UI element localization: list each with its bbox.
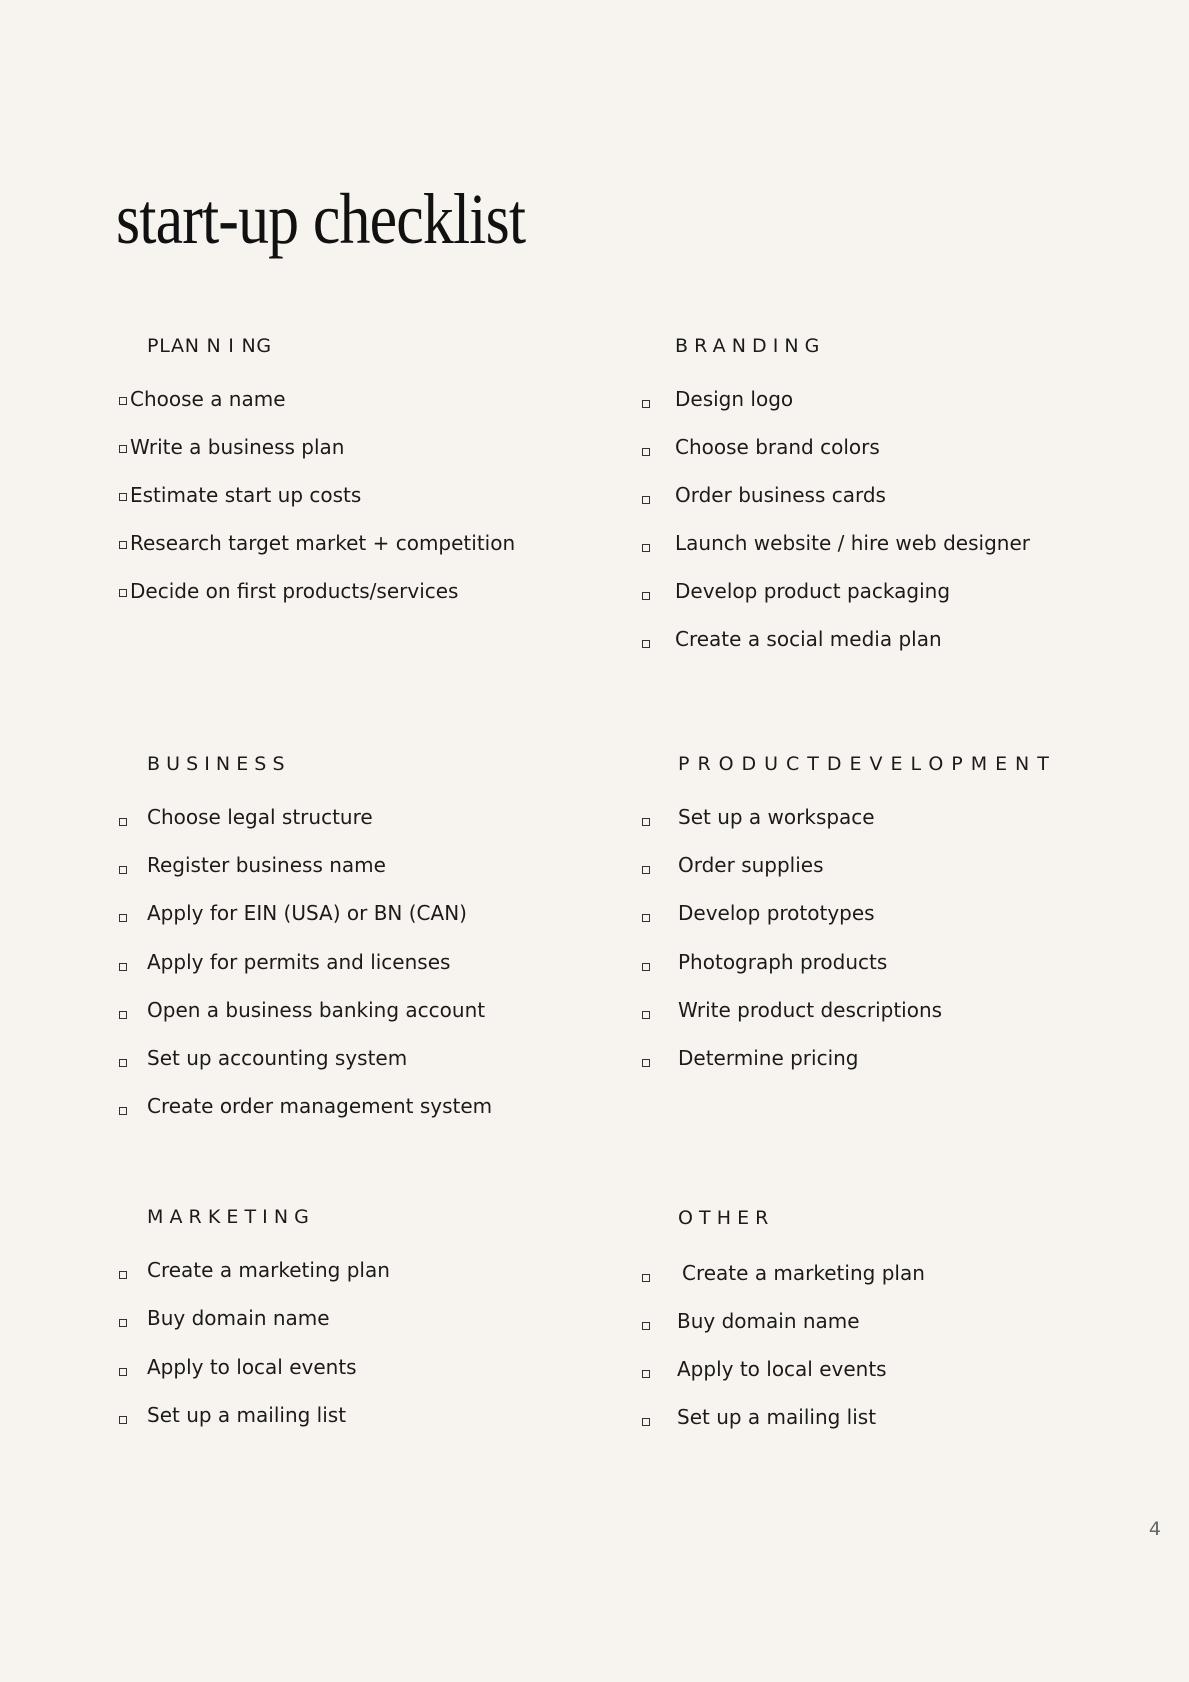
checklist-item-label: Apply for permits and licenses <box>147 950 451 974</box>
checklist-item-label: Create a marketing plan <box>147 1258 390 1282</box>
page-title: start-up checklist <box>116 179 526 259</box>
checkbox-icon[interactable] <box>119 1107 127 1115</box>
checkbox-icon[interactable] <box>119 866 127 874</box>
checkbox-icon[interactable] <box>642 592 650 600</box>
checkbox-icon[interactable] <box>119 445 127 453</box>
section-heading-other: OTHER <box>678 1207 775 1229</box>
checkbox-icon[interactable] <box>642 914 650 922</box>
checkbox-icon[interactable] <box>119 1416 127 1424</box>
checkbox-icon[interactable] <box>642 1059 650 1067</box>
checklist-item-label: Order business cards <box>675 483 886 507</box>
checklist-item-label: Decide on first products/services <box>130 579 459 603</box>
section-heading-planning: PLAN N I NG <box>147 335 272 357</box>
checkbox-icon[interactable] <box>642 1274 650 1282</box>
checklist-item-label: Apply to local events <box>677 1357 887 1381</box>
section-heading-marketing: MARKETING <box>147 1206 315 1228</box>
checkbox-icon[interactable] <box>119 1319 127 1327</box>
checkbox-icon[interactable] <box>119 1271 127 1279</box>
checklist-item-label: Set up a mailing list <box>147 1403 347 1427</box>
checkbox-icon[interactable] <box>119 397 127 405</box>
checklist-item-label: Choose a name <box>130 387 286 411</box>
checklist-item-label: Open a business banking account <box>147 998 486 1022</box>
checkbox-icon[interactable] <box>119 1059 127 1067</box>
checkbox-icon[interactable] <box>642 1370 650 1378</box>
checklist-item-label: Choose legal structure <box>147 805 373 829</box>
checklist-item-label: Write product descriptions <box>678 998 943 1022</box>
checklist-item-label: Launch website / hire web designer <box>675 531 1030 555</box>
checklist-item-label: Choose brand colors <box>675 435 880 459</box>
section-heading-branding: BRANDING <box>675 335 826 357</box>
checklist-item-label: Determine pricing <box>678 1046 859 1070</box>
checkbox-icon[interactable] <box>119 818 127 826</box>
section-heading-business: BUSINESS <box>147 753 291 775</box>
checklist-item-label: Set up accounting system <box>147 1046 408 1070</box>
checkbox-icon[interactable] <box>119 1011 127 1019</box>
checklist-item-label: Photograph products <box>678 950 888 974</box>
checkbox-icon[interactable] <box>119 963 127 971</box>
checklist-item-label: Buy domain name <box>147 1306 330 1330</box>
checklist-item-label: Develop product packaging <box>675 579 951 603</box>
checklist-item-label: Apply to local events <box>147 1355 357 1379</box>
checklist-item-label: Write a business plan <box>130 435 345 459</box>
checklist-item-label: Design logo <box>675 387 794 411</box>
checkbox-icon[interactable] <box>642 818 650 826</box>
section-heading-product-development: PRODUCTDEVELOPMENT <box>678 753 1057 775</box>
checkbox-icon[interactable] <box>119 493 127 501</box>
page-number: 4 <box>1148 1518 1161 1540</box>
checkbox-icon[interactable] <box>642 866 650 874</box>
checkbox-icon[interactable] <box>642 1322 650 1330</box>
checkbox-icon[interactable] <box>642 448 650 456</box>
checklist-item-label: Set up a workspace <box>678 805 875 829</box>
checklist-item-label: Create a social media plan <box>675 627 942 651</box>
checkbox-icon[interactable] <box>119 914 127 922</box>
checklist-item-label: Create a marketing plan <box>682 1261 925 1285</box>
checklist-item-label: Develop prototypes <box>678 901 875 925</box>
checklist-item-label: Register business name <box>147 853 386 877</box>
checkbox-icon[interactable] <box>119 1368 127 1376</box>
checklist-item-label: Order supplies <box>678 853 824 877</box>
checkbox-icon[interactable] <box>642 400 650 408</box>
checklist-item-label: Research target market + competition <box>130 531 516 555</box>
checklist-item-label: Set up a mailing list <box>677 1405 877 1429</box>
checklist-item-label: Create order management system <box>147 1094 493 1118</box>
checklist-item-label: Apply for EIN (USA) or BN (CAN) <box>147 901 467 925</box>
checkbox-icon[interactable] <box>642 1418 650 1426</box>
checkbox-icon[interactable] <box>642 640 650 648</box>
checklist-item-label: Buy domain name <box>677 1309 860 1333</box>
checkbox-icon[interactable] <box>642 544 650 552</box>
checkbox-icon[interactable] <box>119 541 127 549</box>
checklist-item-label: Estimate start up costs <box>130 483 362 507</box>
checkbox-icon[interactable] <box>642 496 650 504</box>
checkbox-icon[interactable] <box>642 963 650 971</box>
checkbox-icon[interactable] <box>642 1011 650 1019</box>
checkbox-icon[interactable] <box>119 589 127 597</box>
